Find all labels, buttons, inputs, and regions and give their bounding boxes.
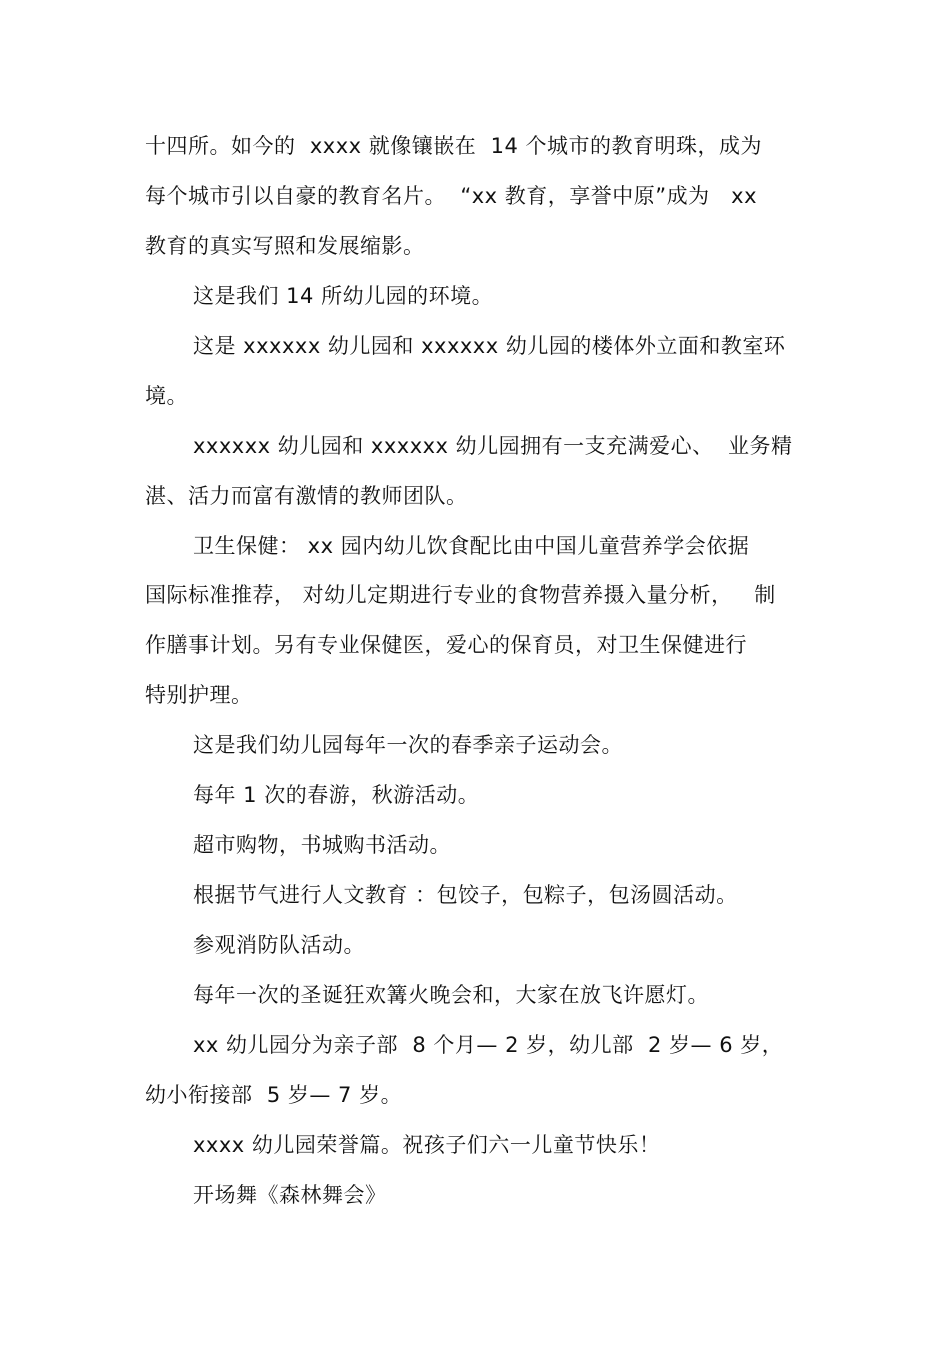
text-line: 这是 xxxxxx 幼儿园和 xxxxxx 幼儿园的楼体外立面和教室环 [193, 334, 786, 358]
text-line: xx 幼儿园分为亲子部 8 个月— 2 岁，幼儿部 2 岁— 6 岁， [193, 1033, 784, 1057]
text-line: 每年 1 次的春游，秋游活动。 [193, 783, 480, 807]
text-line: xxxx 幼儿园荣誉篇。祝孩子们六一儿童节快乐！ [193, 1133, 661, 1157]
text-line: 十四所。如今的 xxxx 就像镶嵌在 14 个城市的教育明珠，成为 [145, 134, 762, 158]
text-line: 这是我们 14 所幼儿园的环境。 [193, 284, 494, 308]
text-line: 卫生保健： xx 园内幼儿饮食配比由中国儿童营养学会依据 [193, 534, 750, 558]
text-line: 根据节气进行人文教育 ：包饺子，包粽子，包汤圆活动。 [193, 883, 738, 907]
text-line: 参观消防队活动。 [193, 933, 365, 957]
text-line: 教育的真实写照和发展缩影。 [145, 234, 425, 258]
text-line: 国际标准推荐， 对幼儿定期进行专业的食物营养摄入量分析， 制 [145, 583, 776, 607]
text-line: 湛、活力而富有激情的教师团队。 [145, 484, 468, 508]
text-line: 每个城市引以自豪的教育名片。 “xx 教育，享誉中原”成为 xx [145, 184, 758, 208]
text-line: 开场舞《森林舞会》 [193, 1183, 387, 1207]
text-line: xxxxxx 幼儿园和 xxxxxx 幼儿园拥有一支充满爱心、 业务精 [193, 434, 793, 458]
text-line: 特别护理。 [145, 683, 253, 707]
text-line: 这是我们幼儿园每年一次的春季亲子运动会。 [193, 733, 623, 757]
text-line: 超市购物，书城购书活动。 [193, 833, 451, 857]
text-line: 幼小衔接部 5 岁— 7 岁。 [145, 1083, 403, 1107]
text-line: 作膳事计划。另有专业保健医，爱心的保育员，对卫生保健进行 [145, 633, 747, 657]
text-line: 境。 [145, 384, 188, 408]
text-line: 每年一次的圣诞狂欢篝火晚会和，大家在放飞许愿灯。 [193, 983, 709, 1007]
